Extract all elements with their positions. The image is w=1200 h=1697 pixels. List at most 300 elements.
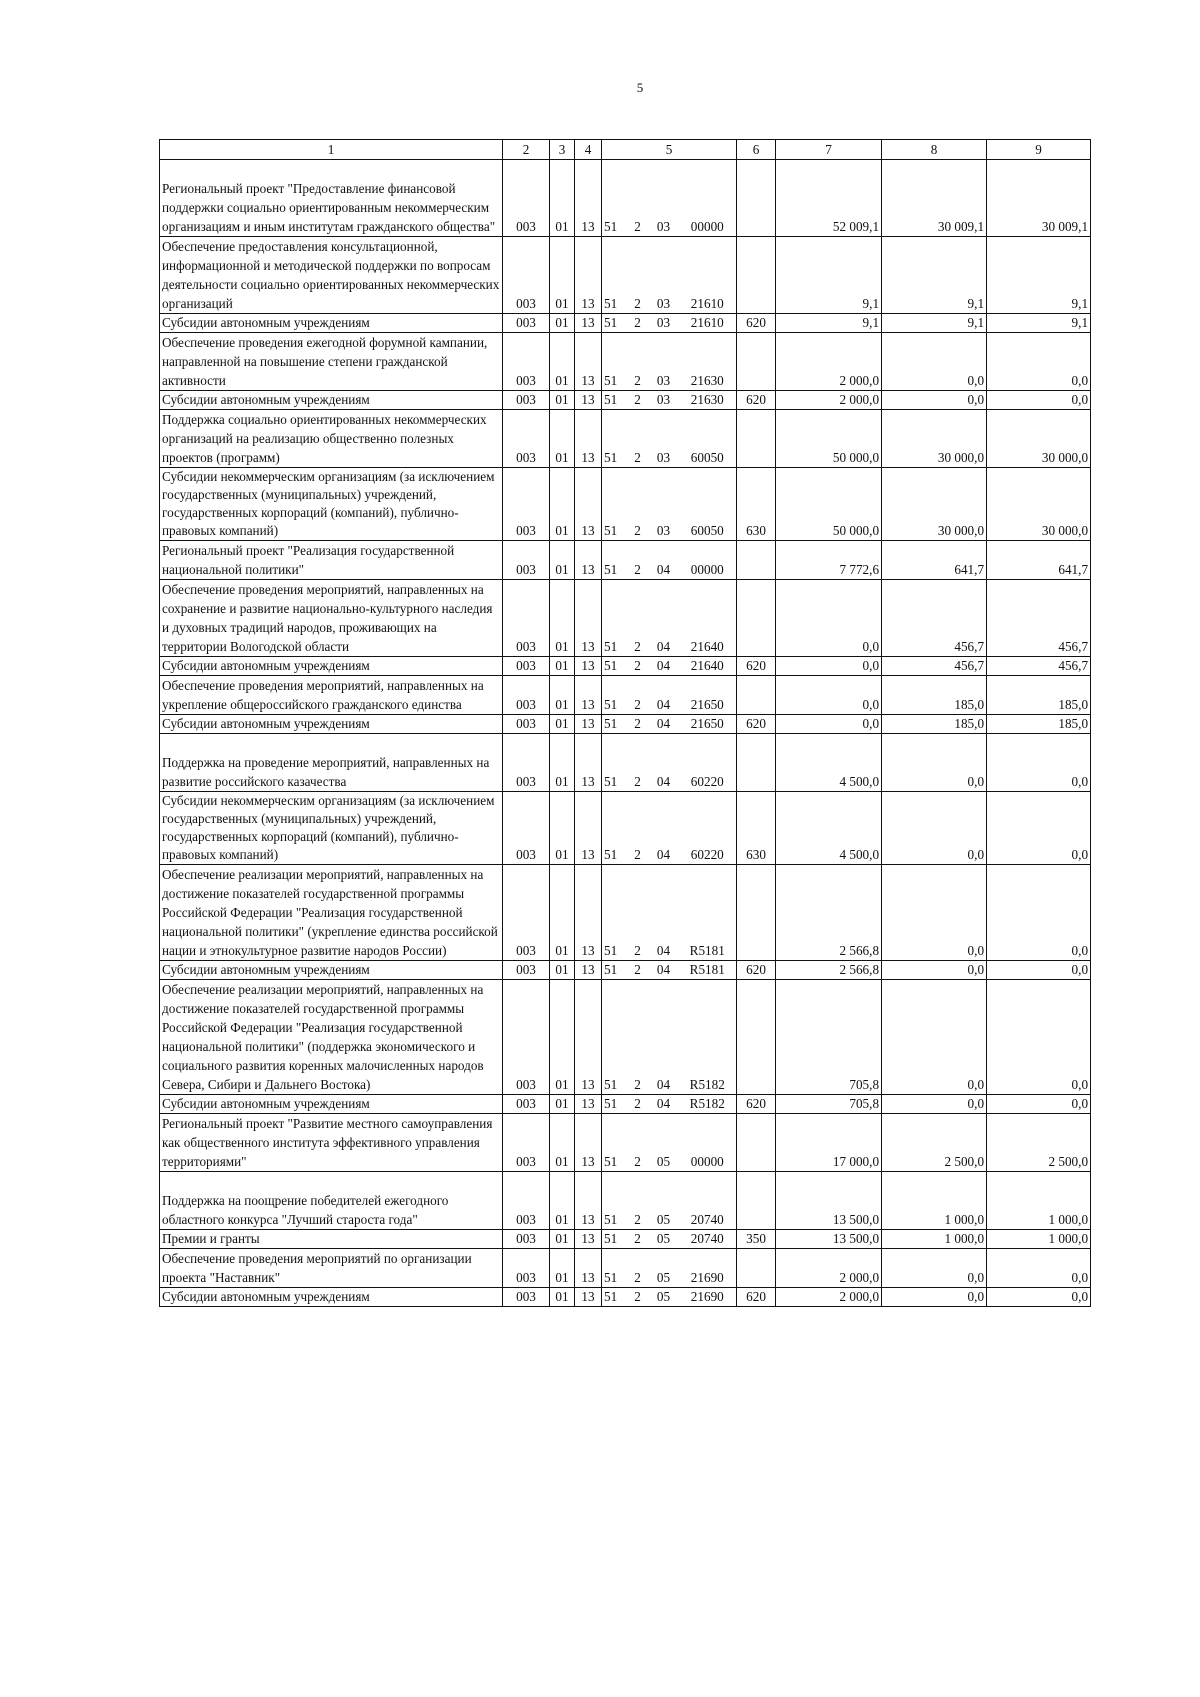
amount-cell: 30 009,1 (987, 160, 1091, 237)
description-cell: Субсидии автономным учреждениям (160, 715, 503, 734)
amount-cell: 1 000,0 (882, 1230, 987, 1249)
amount-cell: 1 000,0 (987, 1230, 1091, 1249)
code-cell: 003 (503, 1230, 550, 1249)
section-cell: 01 (550, 657, 575, 676)
code-cell: 003 (503, 657, 550, 676)
target-item-cell: R5181 (679, 865, 737, 961)
target-project-cell: 04 (649, 1095, 679, 1114)
code-cell: 003 (503, 792, 550, 865)
description-cell: Премии и гранты (160, 1230, 503, 1249)
target-subprogram-cell: 2 (627, 657, 649, 676)
code-cell: 003 (503, 237, 550, 314)
section-cell: 01 (550, 961, 575, 980)
table-row (160, 1114, 1091, 1172)
expense-type-cell (737, 865, 776, 961)
target-item-cell: 00000 (679, 160, 737, 237)
amount-cell: 13 500,0 (776, 1230, 882, 1249)
description-cell: Субсидии автономным учреждениям (160, 1288, 503, 1307)
amount-cell: 50 000,0 (776, 410, 882, 468)
subsection-cell: 13 (575, 657, 602, 676)
expense-type-cell: 620 (737, 1095, 776, 1114)
amount-cell: 0,0 (987, 333, 1091, 391)
subsection-cell: 13 (575, 160, 602, 237)
amount-cell: 456,7 (882, 657, 987, 676)
description-cell: Субсидии некоммерческим организациям (за исключением государственных (муниципальных) учреждений, государственных корпораций (компаний), публично-правовых компаний) (160, 468, 503, 541)
target-subprogram-cell: 2 (627, 541, 649, 580)
amount-cell: 0,0 (987, 391, 1091, 410)
amount-cell: 0,0 (882, 1249, 987, 1288)
amount-cell: 30 000,0 (987, 468, 1091, 541)
code-cell: 003 (503, 333, 550, 391)
amount-cell: 9,1 (882, 237, 987, 314)
section-cell: 01 (550, 410, 575, 468)
amount-cell: 17 000,0 (776, 1114, 882, 1172)
amount-cell: 13 500,0 (776, 1172, 882, 1230)
target-program-cell: 51 (602, 468, 627, 541)
header-cell: 2 (503, 140, 550, 160)
amount-cell: 0,0 (882, 734, 987, 792)
expense-type-cell: 630 (737, 792, 776, 865)
code-cell: 003 (503, 541, 550, 580)
amount-cell: 0,0 (987, 1288, 1091, 1307)
amount-cell: 2 566,8 (776, 865, 882, 961)
amount-cell: 2 000,0 (776, 391, 882, 410)
amount-cell: 0,0 (987, 980, 1091, 1095)
section-cell: 01 (550, 580, 575, 657)
table-row (160, 314, 1091, 333)
code-cell: 003 (503, 314, 550, 333)
amount-cell: 0,0 (882, 980, 987, 1095)
description-cell: Обеспечение реализации мероприятий, направленных на достижение показателей государственной программы Российской Федерации "Реализация государственной национальной политики" (укрепление единства российской нации и этнокультурное развитие народов России) (160, 865, 503, 961)
target-program-cell: 51 (602, 980, 627, 1095)
target-subprogram-cell: 2 (627, 1095, 649, 1114)
amount-cell: 52 009,1 (776, 160, 882, 237)
code-cell: 003 (503, 391, 550, 410)
target-project-cell: 04 (649, 865, 679, 961)
target-project-cell: 04 (649, 734, 679, 792)
target-project-cell: 04 (649, 580, 679, 657)
code-cell: 003 (503, 734, 550, 792)
amount-cell: 1 000,0 (882, 1172, 987, 1230)
amount-cell: 705,8 (776, 1095, 882, 1114)
target-subprogram-cell: 2 (627, 314, 649, 333)
subsection-cell: 13 (575, 792, 602, 865)
subsection-cell: 13 (575, 676, 602, 715)
header-cell: 7 (776, 140, 882, 160)
table-row (160, 1095, 1091, 1114)
target-program-cell: 51 (602, 333, 627, 391)
target-project-cell: 04 (649, 541, 679, 580)
expense-type-cell (737, 541, 776, 580)
target-program-cell: 51 (602, 1172, 627, 1230)
description-cell: Субсидии автономным учреждениям (160, 961, 503, 980)
description-cell: Обеспечение проведения мероприятий, направленных на сохранение и развитие национально-культурного наследия и духовных традиций народов, проживающих на территории Вологодской области (160, 580, 503, 657)
subsection-cell: 13 (575, 980, 602, 1095)
description-cell: Региональный проект "Развитие местного самоуправления как общественного института эффективного управления территориями" (160, 1114, 503, 1172)
target-item-cell: R5182 (679, 980, 737, 1095)
target-item-cell: 21690 (679, 1249, 737, 1288)
header-cell: 9 (987, 140, 1091, 160)
target-subprogram-cell: 2 (627, 468, 649, 541)
amount-cell: 0,0 (882, 1095, 987, 1114)
table-body (160, 160, 1091, 1307)
target-program-cell: 51 (602, 961, 627, 980)
expense-type-cell: 620 (737, 715, 776, 734)
target-program-cell: 51 (602, 1114, 627, 1172)
header-cell: 8 (882, 140, 987, 160)
target-program-cell: 51 (602, 314, 627, 333)
target-item-cell: 21630 (679, 391, 737, 410)
target-project-cell: 05 (649, 1288, 679, 1307)
table-row (160, 1249, 1091, 1288)
target-item-cell: 21650 (679, 676, 737, 715)
amount-cell: 0,0 (776, 657, 882, 676)
section-cell: 01 (550, 333, 575, 391)
target-item-cell: 21650 (679, 715, 737, 734)
subsection-cell: 13 (575, 580, 602, 657)
section-cell: 01 (550, 1114, 575, 1172)
amount-cell: 0,0 (882, 865, 987, 961)
code-cell: 003 (503, 865, 550, 961)
target-program-cell: 51 (602, 237, 627, 314)
description-cell: Субсидии автономным учреждениям (160, 657, 503, 676)
table-row (160, 541, 1091, 580)
subsection-cell: 13 (575, 1288, 602, 1307)
description-cell: Субсидии автономным учреждениям (160, 391, 503, 410)
target-item-cell: 60220 (679, 792, 737, 865)
amount-cell: 0,0 (987, 734, 1091, 792)
target-project-cell: 04 (649, 715, 679, 734)
amount-cell: 456,7 (987, 657, 1091, 676)
expense-type-cell: 620 (737, 1288, 776, 1307)
target-subprogram-cell: 2 (627, 980, 649, 1095)
table-row (160, 410, 1091, 468)
amount-cell: 4 500,0 (776, 792, 882, 865)
code-cell: 003 (503, 715, 550, 734)
subsection-cell: 13 (575, 1230, 602, 1249)
section-cell: 01 (550, 734, 575, 792)
target-program-cell: 51 (602, 792, 627, 865)
table-row (160, 676, 1091, 715)
amount-cell: 2 000,0 (776, 333, 882, 391)
target-project-cell: 03 (649, 468, 679, 541)
target-subprogram-cell: 2 (627, 676, 649, 715)
description-cell: Обеспечение проведения ежегодной форумной кампании, направленной на повышение степени гражданской активности (160, 333, 503, 391)
amount-cell: 641,7 (882, 541, 987, 580)
target-item-cell: 00000 (679, 1114, 737, 1172)
table-row (160, 1288, 1091, 1307)
amount-cell: 0,0 (882, 391, 987, 410)
section-cell: 01 (550, 541, 575, 580)
target-subprogram-cell: 2 (627, 865, 649, 961)
amount-cell: 0,0 (776, 676, 882, 715)
target-item-cell: R5181 (679, 961, 737, 980)
amount-cell: 2 000,0 (776, 1288, 882, 1307)
amount-cell: 185,0 (987, 676, 1091, 715)
table-row (160, 160, 1091, 237)
target-project-cell: 03 (649, 314, 679, 333)
expense-type-cell (737, 1172, 776, 1230)
section-cell: 01 (550, 160, 575, 237)
amount-cell: 0,0 (882, 792, 987, 865)
table-row (160, 980, 1091, 1095)
subsection-cell: 13 (575, 961, 602, 980)
target-project-cell: 03 (649, 410, 679, 468)
target-program-cell: 51 (602, 676, 627, 715)
amount-cell: 0,0 (882, 333, 987, 391)
amount-cell: 1 000,0 (987, 1172, 1091, 1230)
target-subprogram-cell: 2 (627, 237, 649, 314)
amount-cell: 4 500,0 (776, 734, 882, 792)
subsection-cell: 13 (575, 237, 602, 314)
target-project-cell: 04 (649, 676, 679, 715)
target-subprogram-cell: 2 (627, 333, 649, 391)
target-subprogram-cell: 2 (627, 1249, 649, 1288)
description-cell: Региональный проект "Предоставление финансовой поддержки социально ориентированным некоммерческим организациям и иным институтам гражданского общества" (160, 160, 503, 237)
subsection-cell: 13 (575, 865, 602, 961)
code-cell: 003 (503, 160, 550, 237)
target-project-cell: 05 (649, 1230, 679, 1249)
amount-cell: 0,0 (987, 961, 1091, 980)
amount-cell: 7 772,6 (776, 541, 882, 580)
amount-cell: 0,0 (987, 792, 1091, 865)
target-project-cell: 04 (649, 657, 679, 676)
target-program-cell: 51 (602, 391, 627, 410)
code-cell: 003 (503, 410, 550, 468)
table-row (160, 961, 1091, 980)
amount-cell: 50 000,0 (776, 468, 882, 541)
section-cell: 01 (550, 715, 575, 734)
target-project-cell: 03 (649, 237, 679, 314)
section-cell: 01 (550, 314, 575, 333)
description-cell: Обеспечение реализации мероприятий, направленных на достижение показателей государственной программы Российской Федерации "Реализация государственной национальной политики" (поддержка экономического и социального развития коренных малочисленных народов Севера, Сибири и Дальнего Востока) (160, 980, 503, 1095)
amount-cell: 0,0 (987, 1249, 1091, 1288)
section-cell: 01 (550, 468, 575, 541)
expense-type-cell (737, 237, 776, 314)
amount-cell: 0,0 (882, 1288, 987, 1307)
table-row (160, 792, 1091, 865)
code-cell: 003 (503, 961, 550, 980)
expense-type-cell (737, 160, 776, 237)
target-item-cell: 60050 (679, 468, 737, 541)
target-program-cell: 51 (602, 715, 627, 734)
amount-cell: 30 000,0 (882, 410, 987, 468)
description-cell: Поддержка на поощрение победителей ежегодного областного конкурса "Лучший староста года" (160, 1172, 503, 1230)
target-project-cell: 04 (649, 961, 679, 980)
description-cell: Субсидии некоммерческим организациям (за исключением государственных (муниципальных) учреждений, государственных корпораций (компаний), публично-правовых компаний) (160, 792, 503, 865)
target-project-cell: 05 (649, 1114, 679, 1172)
table-row (160, 734, 1091, 792)
table-row (160, 333, 1091, 391)
description-cell: Субсидии автономным учреждениям (160, 1095, 503, 1114)
target-program-cell: 51 (602, 160, 627, 237)
target-item-cell: 60220 (679, 734, 737, 792)
target-program-cell: 51 (602, 580, 627, 657)
target-subprogram-cell: 2 (627, 961, 649, 980)
header-cell: 1 (160, 140, 503, 160)
expense-type-cell (737, 734, 776, 792)
expense-type-cell (737, 1249, 776, 1288)
target-subprogram-cell: 2 (627, 580, 649, 657)
table-row (160, 1172, 1091, 1230)
code-cell: 003 (503, 1249, 550, 1288)
amount-cell: 0,0 (776, 580, 882, 657)
target-program-cell: 51 (602, 1230, 627, 1249)
budget-table (159, 139, 1091, 1307)
table-row (160, 580, 1091, 657)
target-subprogram-cell: 2 (627, 792, 649, 865)
expense-type-cell: 630 (737, 468, 776, 541)
table-header-row (160, 140, 1091, 160)
subsection-cell: 13 (575, 333, 602, 391)
target-project-cell: 04 (649, 792, 679, 865)
target-subprogram-cell: 2 (627, 1288, 649, 1307)
amount-cell: 30 000,0 (987, 410, 1091, 468)
target-program-cell: 51 (602, 1288, 627, 1307)
section-cell: 01 (550, 1230, 575, 1249)
amount-cell: 641,7 (987, 541, 1091, 580)
subsection-cell: 13 (575, 541, 602, 580)
amount-cell: 9,1 (882, 314, 987, 333)
code-cell: 003 (503, 468, 550, 541)
target-item-cell: 21640 (679, 657, 737, 676)
target-subprogram-cell: 2 (627, 715, 649, 734)
amount-cell: 2 000,0 (776, 1249, 882, 1288)
table-row (160, 1230, 1091, 1249)
expense-type-cell (737, 410, 776, 468)
table-row (160, 715, 1091, 734)
subsection-cell: 13 (575, 314, 602, 333)
target-subprogram-cell: 2 (627, 160, 649, 237)
subsection-cell: 13 (575, 1172, 602, 1230)
section-cell: 01 (550, 865, 575, 961)
target-item-cell: 21610 (679, 314, 737, 333)
amount-cell: 9,1 (776, 237, 882, 314)
amount-cell: 2 500,0 (882, 1114, 987, 1172)
header-cell: 3 (550, 140, 575, 160)
amount-cell: 705,8 (776, 980, 882, 1095)
amount-cell: 185,0 (987, 715, 1091, 734)
expense-type-cell (737, 580, 776, 657)
target-subprogram-cell: 2 (627, 391, 649, 410)
description-cell: Обеспечение проведения мероприятий по организации проекта "Наставник" (160, 1249, 503, 1288)
target-subprogram-cell: 2 (627, 1172, 649, 1230)
expense-type-cell: 620 (737, 391, 776, 410)
section-cell: 01 (550, 1288, 575, 1307)
subsection-cell: 13 (575, 1114, 602, 1172)
expense-type-cell: 620 (737, 657, 776, 676)
target-project-cell: 03 (649, 391, 679, 410)
section-cell: 01 (550, 391, 575, 410)
expense-type-cell (737, 333, 776, 391)
amount-cell: 30 000,0 (882, 468, 987, 541)
amount-cell: 2 500,0 (987, 1114, 1091, 1172)
target-program-cell: 51 (602, 734, 627, 792)
expense-type-cell: 620 (737, 314, 776, 333)
subsection-cell: 13 (575, 715, 602, 734)
code-cell: 003 (503, 1114, 550, 1172)
description-cell: Обеспечение предоставления консультационной, информационной и методической поддержки по вопросам деятельности социально ориентированных некоммерческих организаций (160, 237, 503, 314)
code-cell: 003 (503, 1095, 550, 1114)
target-subprogram-cell: 2 (627, 734, 649, 792)
subsection-cell: 13 (575, 1249, 602, 1288)
target-item-cell: 21610 (679, 237, 737, 314)
section-cell: 01 (550, 1249, 575, 1288)
section-cell: 01 (550, 237, 575, 314)
code-cell: 003 (503, 1172, 550, 1230)
amount-cell: 30 009,1 (882, 160, 987, 237)
subsection-cell: 13 (575, 391, 602, 410)
target-project-cell: 05 (649, 1249, 679, 1288)
section-cell: 01 (550, 676, 575, 715)
amount-cell: 0,0 (776, 715, 882, 734)
expense-type-cell: 350 (737, 1230, 776, 1249)
expense-type-cell (737, 980, 776, 1095)
target-item-cell: 20740 (679, 1230, 737, 1249)
subsection-cell: 13 (575, 1095, 602, 1114)
code-cell: 003 (503, 980, 550, 1095)
code-cell: 003 (503, 1288, 550, 1307)
target-project-cell: 03 (649, 160, 679, 237)
target-subprogram-cell: 2 (627, 410, 649, 468)
target-program-cell: 51 (602, 657, 627, 676)
amount-cell: 9,1 (987, 237, 1091, 314)
target-item-cell: 60050 (679, 410, 737, 468)
expense-type-cell (737, 1114, 776, 1172)
target-project-cell: 05 (649, 1172, 679, 1230)
target-subprogram-cell: 2 (627, 1230, 649, 1249)
subsection-cell: 13 (575, 468, 602, 541)
table-row (160, 391, 1091, 410)
target-item-cell: 21690 (679, 1288, 737, 1307)
amount-cell: 9,1 (776, 314, 882, 333)
amount-cell: 0,0 (882, 961, 987, 980)
target-project-cell: 03 (649, 333, 679, 391)
amount-cell: 456,7 (882, 580, 987, 657)
amount-cell: 456,7 (987, 580, 1091, 657)
expense-type-cell: 620 (737, 961, 776, 980)
subsection-cell: 13 (575, 410, 602, 468)
description-cell: Поддержка на проведение мероприятий, направленных на развитие российского казачества (160, 734, 503, 792)
table-row (160, 865, 1091, 961)
target-project-cell: 04 (649, 980, 679, 1095)
table-row (160, 468, 1091, 541)
section-cell: 01 (550, 980, 575, 1095)
target-item-cell: 00000 (679, 541, 737, 580)
target-program-cell: 51 (602, 541, 627, 580)
description-cell: Поддержка социально ориентированных некоммерческих организаций на реализацию общественно полезных проектов (программ) (160, 410, 503, 468)
target-item-cell: R5182 (679, 1095, 737, 1114)
section-cell: 01 (550, 1172, 575, 1230)
target-item-cell: 21640 (679, 580, 737, 657)
target-item-cell: 20740 (679, 1172, 737, 1230)
code-cell: 003 (503, 580, 550, 657)
amount-cell: 0,0 (987, 865, 1091, 961)
header-cell: 4 (575, 140, 602, 160)
amount-cell: 2 566,8 (776, 961, 882, 980)
header-cell: 6 (737, 140, 776, 160)
table-row (160, 657, 1091, 676)
amount-cell: 9,1 (987, 314, 1091, 333)
target-program-cell: 51 (602, 1249, 627, 1288)
target-program-cell: 51 (602, 410, 627, 468)
section-cell: 01 (550, 1095, 575, 1114)
section-cell: 01 (550, 792, 575, 865)
header-cell: 5 (602, 140, 737, 160)
target-item-cell: 21630 (679, 333, 737, 391)
description-cell: Субсидии автономным учреждениям (160, 314, 503, 333)
amount-cell: 185,0 (882, 676, 987, 715)
